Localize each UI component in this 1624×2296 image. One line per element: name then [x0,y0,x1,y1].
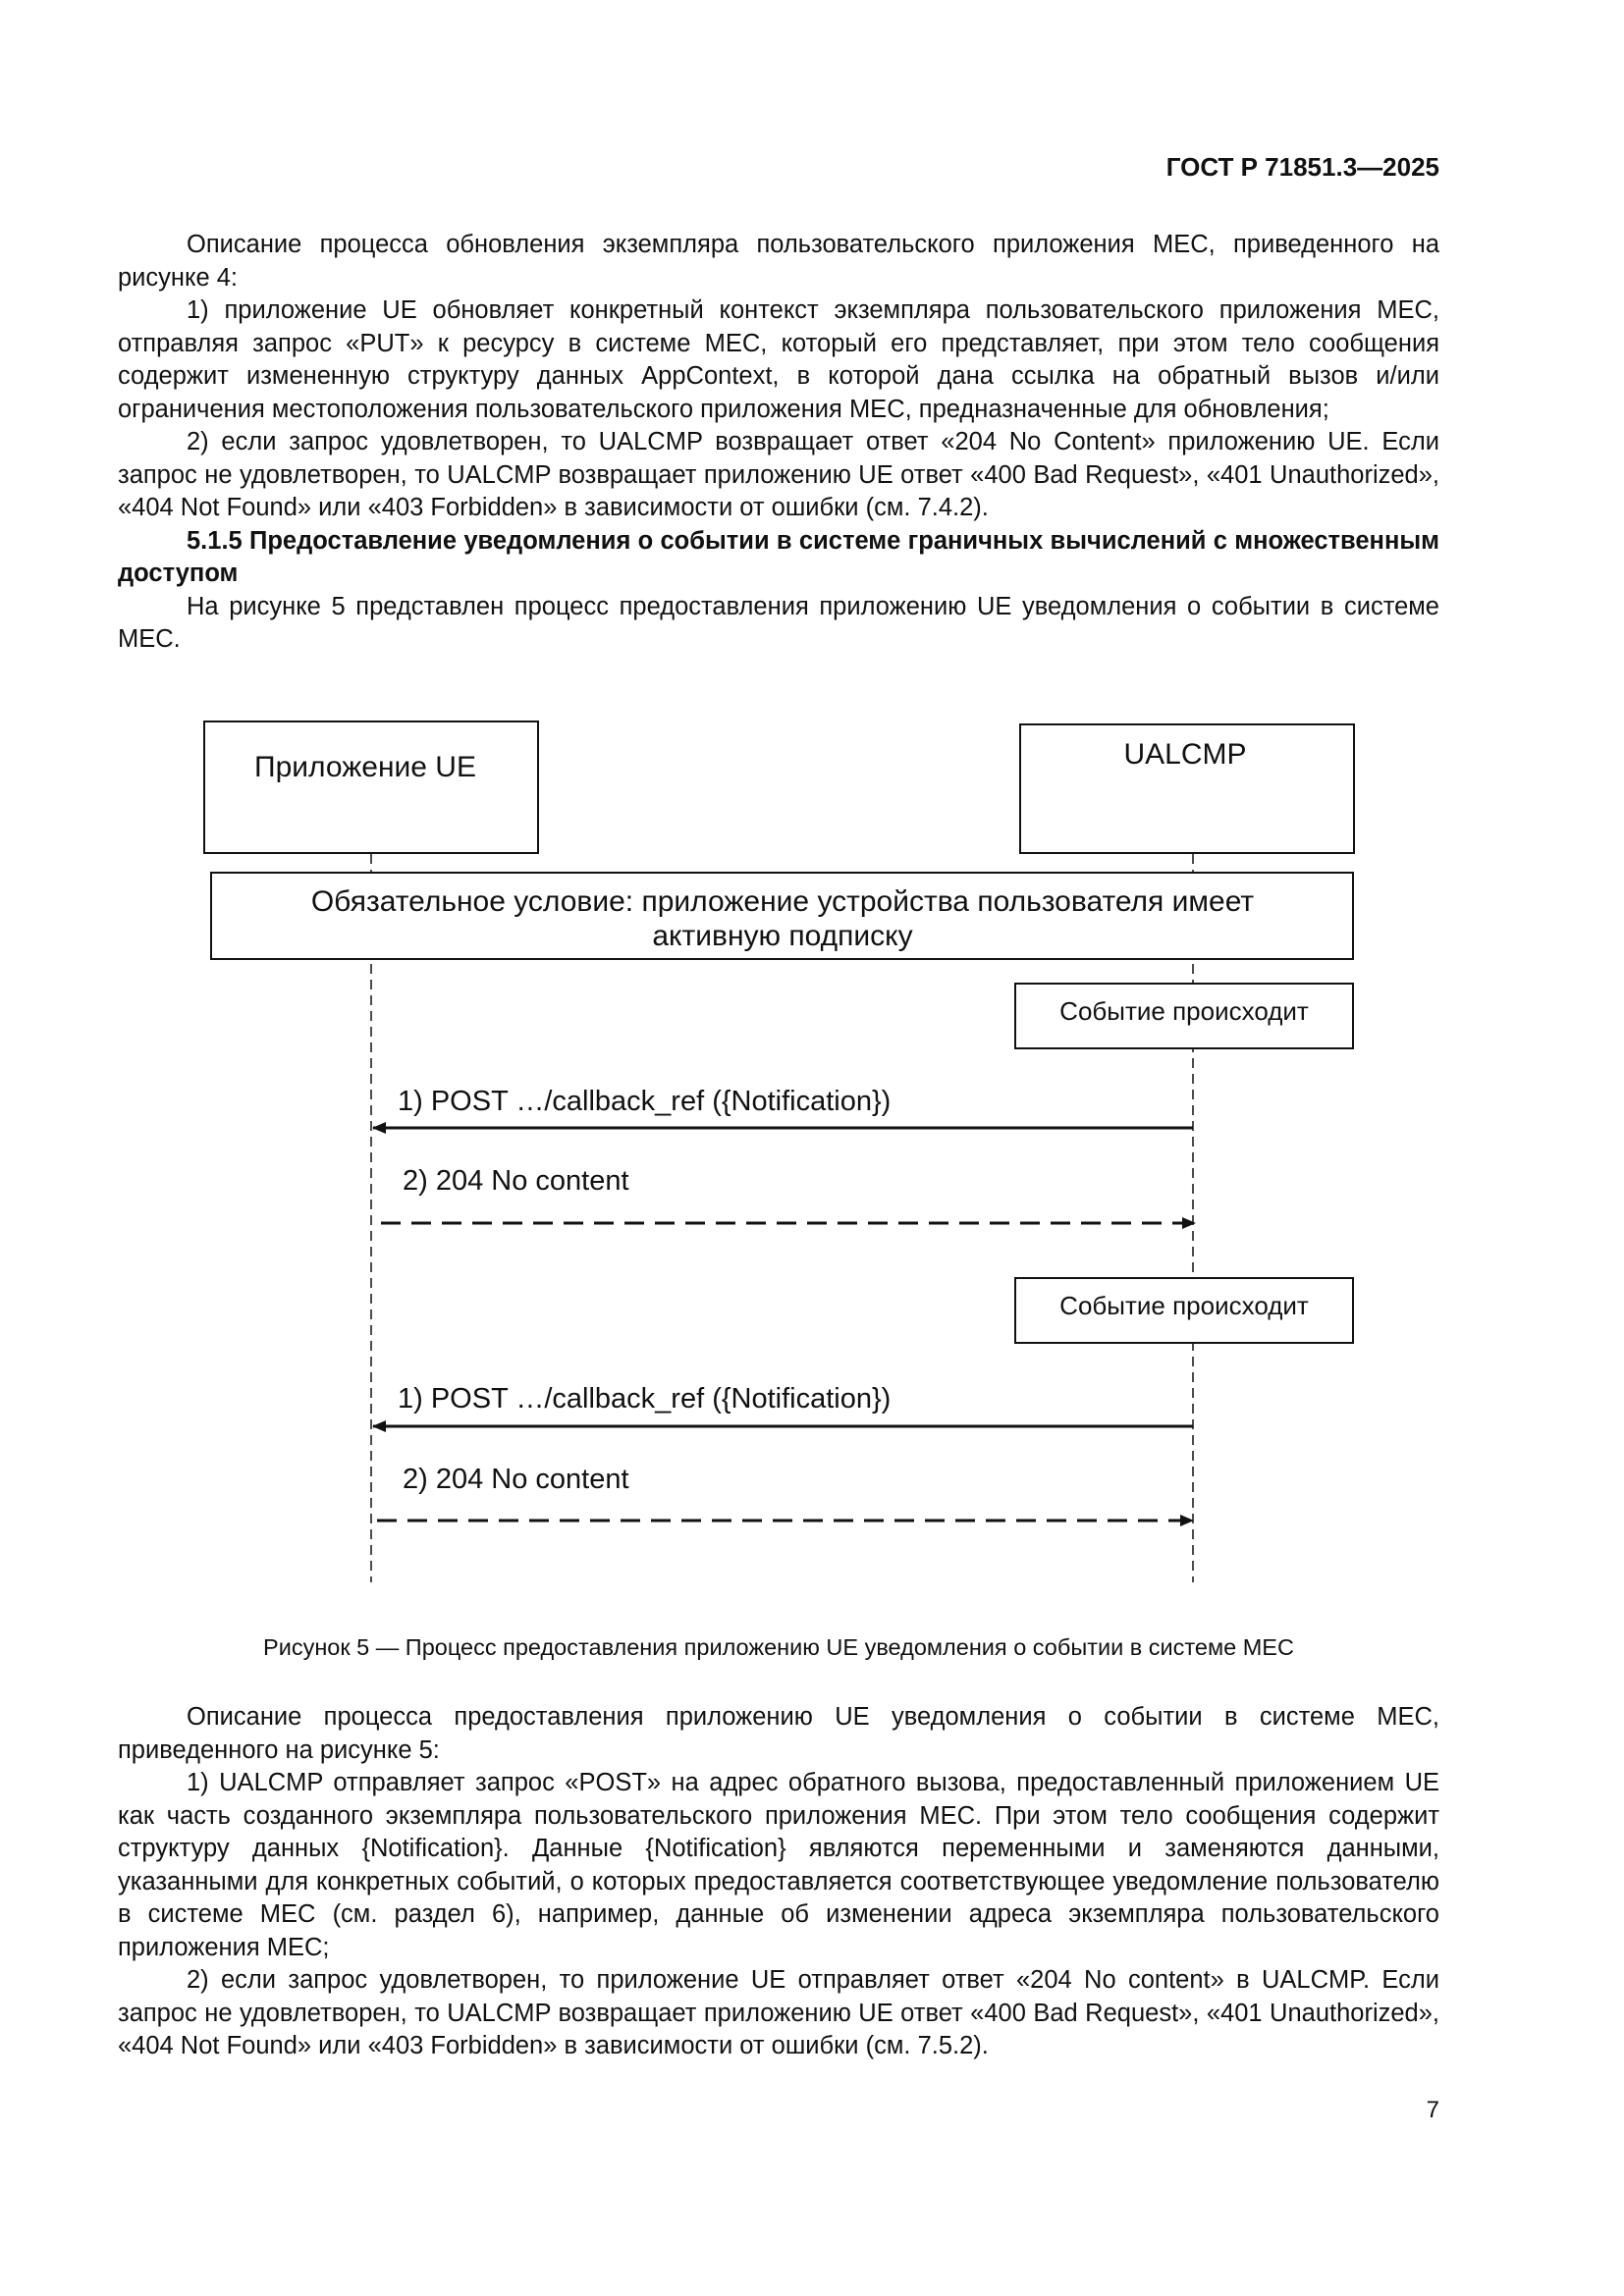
paragraph: 2) если запрос удовлетворен, то UALCMP возвращает ответ «204 No Content» приложению UE. Если запрос не удовлетворен, то UALCMP возвращает приложению UE ответ «400 Bad Request», «401 Unauthorized», «404 Not Found» или «403 Forbidden» в зависимости от ошибки (см. 7.4.2). [118,428,1439,521]
paragraph: 1) UALCMP отправляет запрос «POST» на адрес обратного вызова, предоставленный приложением UE как часть созданного экземпляра пользовательского приложения МЕС. При этом тело сообщения содержит структуру данных {Notification}. Данные {Notification} являются переменными и заменяются данными, указанными для конкретных событий, о которых предоставляется соответствующее уведомление пользователю в системе МЕС (см. раздел 6), например, данные об изменении адреса экземпляра пользовательского приложения МЕС; [118,1769,1439,1961]
actor-right-label: UALCMP [1123,738,1247,771]
actor-box-left [204,721,538,853]
event-2-label: Событие происходит [1059,1291,1309,1320]
paragraph: На рисунке 5 представлен процесс предоставления приложению UE уведомления о событии в системе МЕС. [118,592,1439,653]
paragraph: 2) если запрос удовлетворен, то приложение UE отправляет ответ «204 No content» в UALCMP. Если запрос не удовлетворен, то UALCMP возвращает приложению UE ответ «400 Bad Request», «401 Unauthorized», «404 Not Found» или «403 Forbidden» в зависимости от ошибки (см. 7.5.2). [118,1966,1439,2059]
actor-left-label: Приложение UE [254,751,476,783]
event-1-label: Событие происходит [1059,996,1309,1026]
page-number: 7 [1426,2097,1439,2123]
description-section [118,1701,1439,2063]
paragraph: Описание процесса обновления экземпляра пользовательского приложения МЕС, приведенного на рисунке 4: [118,231,1439,292]
paragraph: 1) приложение UE обновляет конкретный контекст экземпляра пользовательского приложения МЕС, отправляя запрос «PUT» к ресурсу в системе МЕС, который его представляет, при этом тело сообщения содержит измененную структуру данных AppContext, в которой дана ссылка на обратный вызов и/или ограничения местоположения пользовательского приложения МЕС, предназначенные для обновления; [118,296,1439,423]
precondition-line2: активную подписку [652,920,913,952]
section-heading: 5.1.5 Предоставление уведомления о событии в системе граничных вычислений с множественным доступом [118,526,1439,587]
document-header: ГОСТ Р 71851.3—2025 [1165,152,1439,182]
message-2-1-label: 1) POST …/callback_ref ({Notification}) [398,1383,892,1415]
paragraph: Описание процесса предоставления приложению UE уведомления о событии в системе МЕС, приведенного на рисунке 5: [118,1703,1439,1764]
precondition-line1: Обязательное условие: приложение устройства пользователя имеет [310,885,1255,918]
figure-caption: Рисунок 5 — Процесс предоставления приложению UE уведомления о событии в системе МЕС [263,1634,1294,1660]
message-2-2-label: 2) 204 No content [403,1464,629,1495]
message-1-1-label: 1) POST …/callback_ref ({Notification}) [398,1086,892,1117]
message-1-2-label: 2) 204 No content [403,1165,629,1197]
